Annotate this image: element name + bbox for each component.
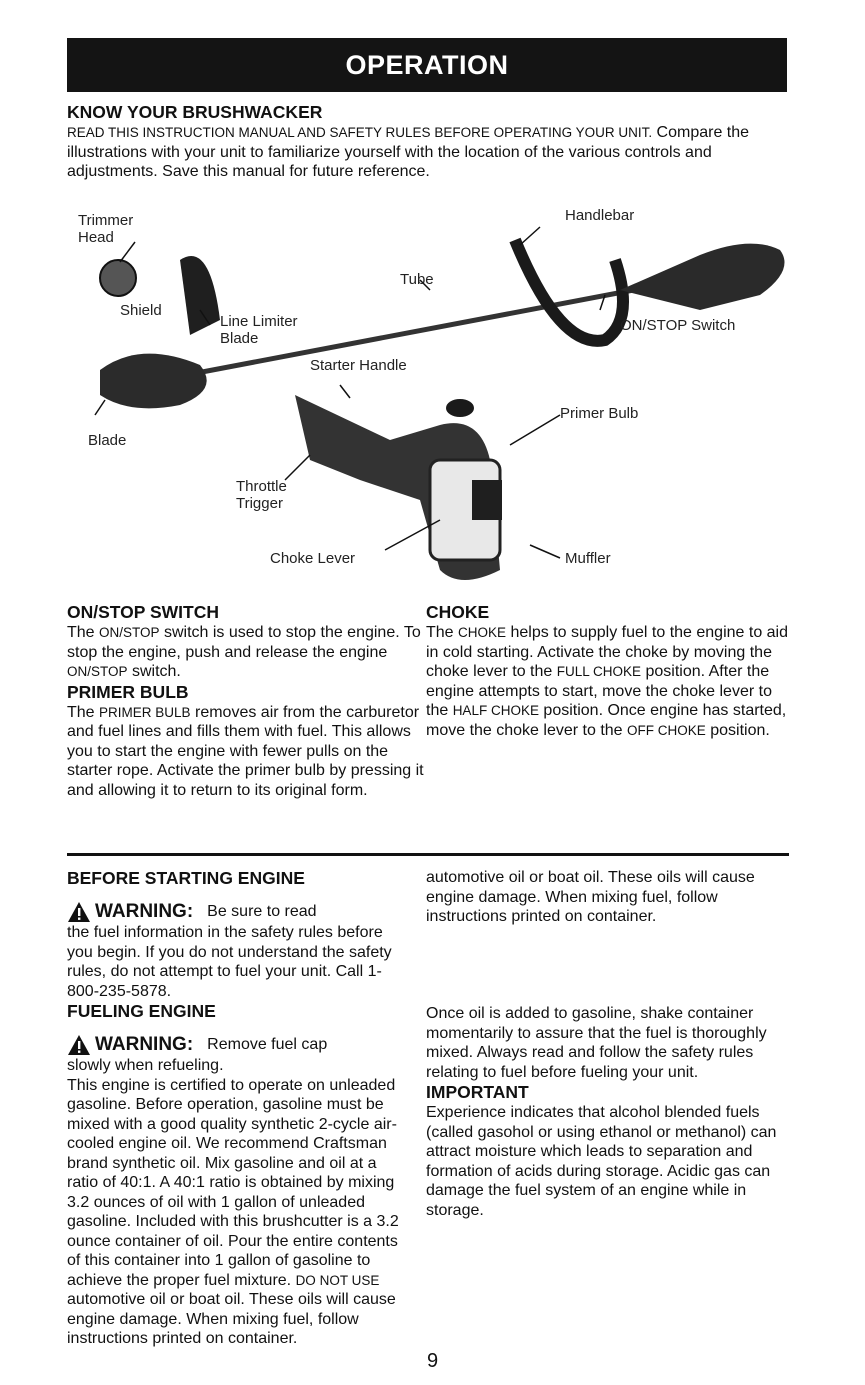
label-tube: Tube xyxy=(400,271,434,288)
warning-fuel-cap xyxy=(67,1034,412,1056)
warning-label: WARNING: xyxy=(95,1034,194,1055)
choke-paragraph: The CHOKE helps to supply fuel to the engine to aid in cold starting. Activate the choke by moving the choke lever to the FULL CHOKE position. After the engine attempts to start, move the choke lever to the HALF CHOKE position. Once engine has started, move the choke lever to the OFF CHOKE position. xyxy=(426,624,789,739)
warning-fuel-info xyxy=(67,901,412,923)
important-paragraph: Experience indicates that alcohol blended fuels (called gasohol or using ethanol or methanol) can attract moisture which leads to separation and formation of acids during storage. Acidic gas can damage the fuel system of an engine while in storage. xyxy=(426,1104,777,1219)
primer-paragraph: The PRIMER BULB removes air from the carburetor and fuel lines and fills them with fuel. This allows you to start the engine with fewer pulls on the starter rope. Activate the primer bulb by pressing it and allowing it to return to its original form. xyxy=(67,703,424,799)
intro-text: Compare the illustrations with your unit to familiarize yourself with the location of the various controls and adjustments. Save this manual for future reference. xyxy=(67,124,750,180)
label-blade: Blade xyxy=(88,432,127,449)
primer-heading: PRIMER BULB xyxy=(67,681,189,702)
label-trimmer-head: Trimmer Head xyxy=(78,212,134,246)
handlebar-shape xyxy=(515,240,623,341)
on-stop-heading: ON/STOP SWITCH xyxy=(67,602,220,622)
label-handlebar: Handlebar xyxy=(565,207,635,224)
important-heading: IMPORTANT xyxy=(426,1082,529,1102)
label-on-stop-switch: ON/STOP Switch xyxy=(620,317,736,334)
fueling-refuel-text: slowly when refueling. xyxy=(67,1057,224,1074)
trimmer-head-shape xyxy=(100,260,136,296)
choke-heading: CHOKE xyxy=(426,602,490,622)
banner-title: OPERATION xyxy=(345,49,509,80)
before-starting-paragraph: the fuel information in the safety rules before you begin. If you do not understand the safety rules, do not attempt to fuel your unit. Call 1-800-235-5878. xyxy=(67,924,392,1000)
label-line-limiter-blade: Line Limiter Blade xyxy=(220,313,298,347)
upper-left-column xyxy=(67,602,432,800)
shield-shape xyxy=(180,256,220,335)
warning-icon xyxy=(67,1034,91,1056)
brushwacker-illustration xyxy=(60,200,800,600)
warning-label: WARNING: xyxy=(95,901,194,922)
fueling-paragraph-tail: automotive oil or boat oil. These oils will cause engine damage. When mixing fuel, follow instructions printed on container. xyxy=(426,869,755,925)
section-banner xyxy=(67,38,787,92)
label-muffler: Muffler xyxy=(565,550,611,567)
label-choke-lever: Choke Lever xyxy=(270,550,356,567)
upper-handle-shape xyxy=(620,244,785,310)
warning-text: Be sure to read xyxy=(207,903,317,920)
lower-right-column xyxy=(426,868,791,1220)
intro-paragraph xyxy=(67,123,797,182)
page-number: 9 xyxy=(426,1350,439,1372)
label-throttle-trigger: Throttle Trigger xyxy=(236,478,287,512)
intro-heading: KNOW YOUR BRUSHWACKER xyxy=(67,102,323,122)
lower-left-column xyxy=(67,868,412,1376)
warning-icon xyxy=(67,901,91,923)
mixing-paragraph: Once oil is added to gasoline, shake container momentarily to assure that the fuel is thoroughly mixed. Always read and follow the safety rules relating to fuel before fueling your unit. xyxy=(426,1005,767,1081)
section-divider xyxy=(67,853,789,856)
fueling-paragraph-continued: This engine is certified to operate on unleaded gasoline. Before operation, gasoline must be mixed with a good quality synthetic 2-cycle air-cooled engine oil. We recommend Craftsman brand synthetic oil. Mix gasoline and oil at a ratio of 40:1. A 40:1 ratio is obtained by mixing 3.2 ounces of oil with 1 gallon of unleaded gasoline. Included with this brushcutter is a 3.2 ounce container of oil. Pour the entire contents of this container into 1 gallon of gasoline to achieve the proper fuel mixture. DO NOT USE automotive oil or boat oil. These oils will cause engine damage. When mixing fuel, follow instructions printed on container. xyxy=(67,1076,399,1347)
label-shield: Shield xyxy=(120,302,162,319)
fueling-heading: FUELING ENGINE xyxy=(67,1001,216,1021)
before-starting-heading: BEFORE STARTING ENGINE xyxy=(67,868,305,888)
primer-bulb-shape xyxy=(446,399,474,417)
intro-smallcaps: READ THIS INSTRUCTION MANUAL AND SAFETY RULES BEFORE OPERATING YOUR UNIT. xyxy=(67,125,653,140)
upper-right-column xyxy=(426,602,788,740)
brushwacker-diagram xyxy=(60,200,800,600)
warning-text: Remove fuel cap xyxy=(207,1036,328,1053)
blade-shape xyxy=(100,354,207,409)
label-primer-bulb: Primer Bulb xyxy=(560,405,639,422)
on-stop-paragraph: The ON/STOP switch is used to stop the engine. To stop the engine, push and release the engine ON/STOP switch. xyxy=(67,624,421,680)
label-starter-handle: Starter Handle xyxy=(310,357,407,374)
muffler-shape xyxy=(472,480,502,520)
